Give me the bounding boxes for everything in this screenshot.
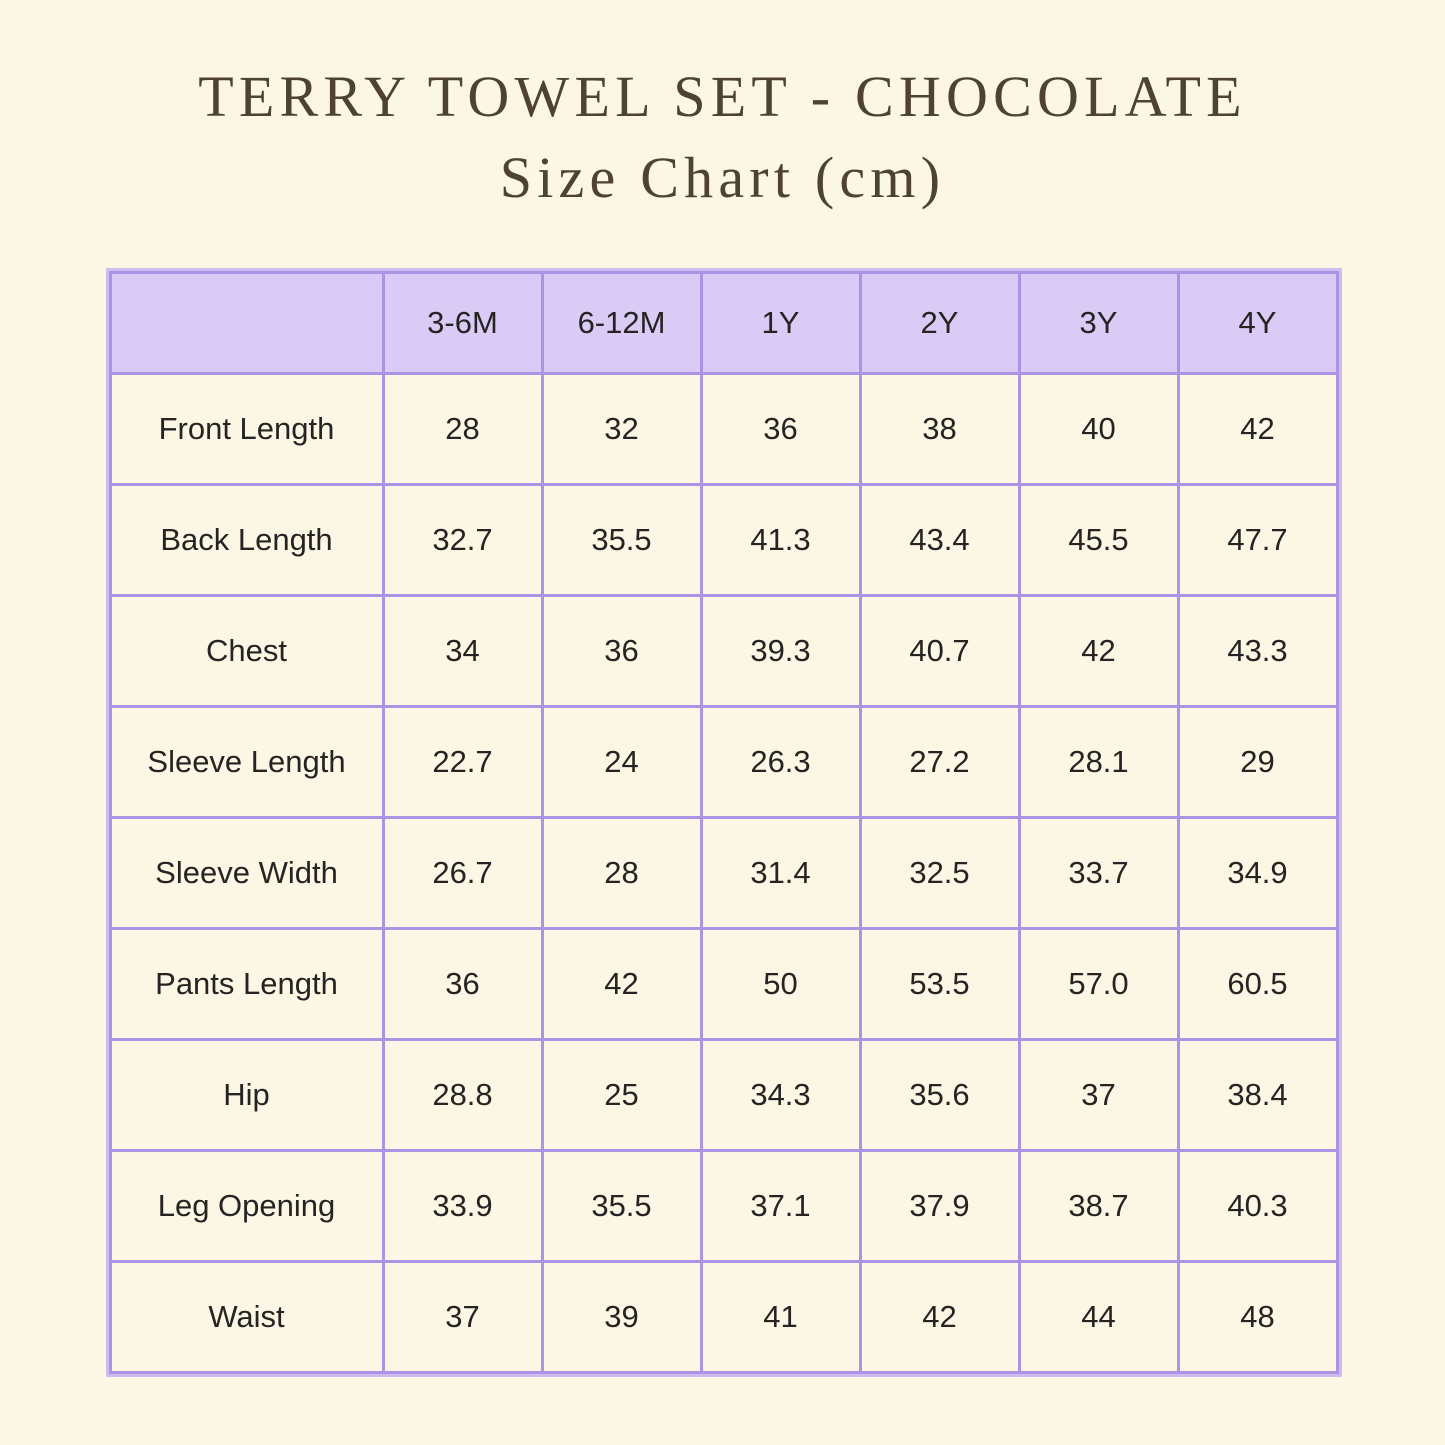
measurement-row-label: Pants Length xyxy=(110,929,383,1040)
measurement-value-cell: 31.4 xyxy=(701,818,860,929)
measurement-row-label: Waist xyxy=(110,1262,383,1373)
measurement-value-cell: 60.5 xyxy=(1178,929,1337,1040)
size-column-header: 6-12M xyxy=(542,273,701,374)
measurement-value-cell: 35.6 xyxy=(860,1040,1019,1151)
table-row xyxy=(110,1040,1337,1151)
measurement-value-cell: 39.3 xyxy=(701,596,860,707)
measurement-value-cell: 26.7 xyxy=(383,818,542,929)
measurement-value-cell: 42 xyxy=(1019,596,1178,707)
measurement-value-cell: 28.1 xyxy=(1019,707,1178,818)
table-row xyxy=(110,1151,1337,1262)
measurement-value-cell: 35.5 xyxy=(542,1151,701,1262)
measurement-value-cell: 41 xyxy=(701,1262,860,1373)
measurement-value-cell: 40.3 xyxy=(1178,1151,1337,1262)
measurement-value-cell: 48 xyxy=(1178,1262,1337,1373)
chart-subtitle: Size Chart (cm) xyxy=(499,145,946,210)
measurement-row-label: Chest xyxy=(110,596,383,707)
measurement-value-cell: 36 xyxy=(701,374,860,485)
measurement-value-cell: 37 xyxy=(1019,1040,1178,1151)
measurement-value-cell: 32.7 xyxy=(383,485,542,596)
measurement-value-cell: 37.1 xyxy=(701,1151,860,1262)
measurement-value-cell: 33.7 xyxy=(1019,818,1178,929)
measurement-value-cell: 26.3 xyxy=(701,707,860,818)
measurement-value-cell: 28 xyxy=(542,818,701,929)
measurement-value-cell: 22.7 xyxy=(383,707,542,818)
measurement-row-label: Leg Opening xyxy=(110,1151,383,1262)
measurement-row-label: Back Length xyxy=(110,485,383,596)
table-row xyxy=(110,707,1337,818)
measurement-value-cell: 41.3 xyxy=(701,485,860,596)
measurement-value-cell: 36 xyxy=(542,596,701,707)
table-row xyxy=(110,374,1337,485)
measurement-row-label: Front Length xyxy=(110,374,383,485)
table-container xyxy=(109,271,1337,1374)
table-row xyxy=(110,818,1337,929)
table-row xyxy=(110,485,1337,596)
measurement-value-cell: 42 xyxy=(542,929,701,1040)
table-body xyxy=(110,374,1337,1373)
measurement-value-cell: 57.0 xyxy=(1019,929,1178,1040)
table-row xyxy=(110,929,1337,1040)
measurement-value-cell: 50 xyxy=(701,929,860,1040)
measurement-value-cell: 42 xyxy=(1178,374,1337,485)
size-column-header: 3-6M xyxy=(383,273,542,374)
measurement-value-cell: 39 xyxy=(542,1262,701,1373)
measurement-value-cell: 35.5 xyxy=(542,485,701,596)
measurement-value-cell: 40.7 xyxy=(860,596,1019,707)
measurement-row-label: Hip xyxy=(110,1040,383,1151)
corner-cell xyxy=(110,273,383,374)
measurement-value-cell: 25 xyxy=(542,1040,701,1151)
measurement-value-cell: 44 xyxy=(1019,1262,1178,1373)
measurement-value-cell: 45.5 xyxy=(1019,485,1178,596)
measurement-value-cell: 36 xyxy=(383,929,542,1040)
product-title: TERRY TOWEL SET - CHOCOLATE xyxy=(198,64,1247,129)
measurement-value-cell: 27.2 xyxy=(860,707,1019,818)
measurement-value-cell: 42 xyxy=(860,1262,1019,1373)
measurement-value-cell: 34 xyxy=(383,596,542,707)
measurement-row-label: Sleeve Width xyxy=(110,818,383,929)
measurement-value-cell: 33.9 xyxy=(383,1151,542,1262)
table-header-row xyxy=(110,273,1337,374)
measurement-value-cell: 32 xyxy=(542,374,701,485)
measurement-value-cell: 28.8 xyxy=(383,1040,542,1151)
measurement-row-label: Sleeve Length xyxy=(110,707,383,818)
measurement-value-cell: 38.7 xyxy=(1019,1151,1178,1262)
size-column-header: 4Y xyxy=(1178,273,1337,374)
measurement-value-cell: 53.5 xyxy=(860,929,1019,1040)
table-row xyxy=(110,1262,1337,1373)
measurement-value-cell: 32.5 xyxy=(860,818,1019,929)
measurement-value-cell: 34.9 xyxy=(1178,818,1337,929)
size-chart-table xyxy=(109,271,1339,1374)
measurement-value-cell: 37.9 xyxy=(860,1151,1019,1262)
size-column-header: 3Y xyxy=(1019,273,1178,374)
page-title xyxy=(0,56,1445,218)
measurement-value-cell: 28 xyxy=(383,374,542,485)
measurement-value-cell: 47.7 xyxy=(1178,485,1337,596)
table-row xyxy=(110,596,1337,707)
measurement-value-cell: 24 xyxy=(542,707,701,818)
measurement-value-cell: 43.3 xyxy=(1178,596,1337,707)
measurement-value-cell: 29 xyxy=(1178,707,1337,818)
size-column-header: 2Y xyxy=(860,273,1019,374)
measurement-value-cell: 37 xyxy=(383,1262,542,1373)
measurement-value-cell: 34.3 xyxy=(701,1040,860,1151)
measurement-value-cell: 40 xyxy=(1019,374,1178,485)
measurement-value-cell: 38 xyxy=(860,374,1019,485)
size-column-header: 1Y xyxy=(701,273,860,374)
measurement-value-cell: 43.4 xyxy=(860,485,1019,596)
measurement-value-cell: 38.4 xyxy=(1178,1040,1337,1151)
